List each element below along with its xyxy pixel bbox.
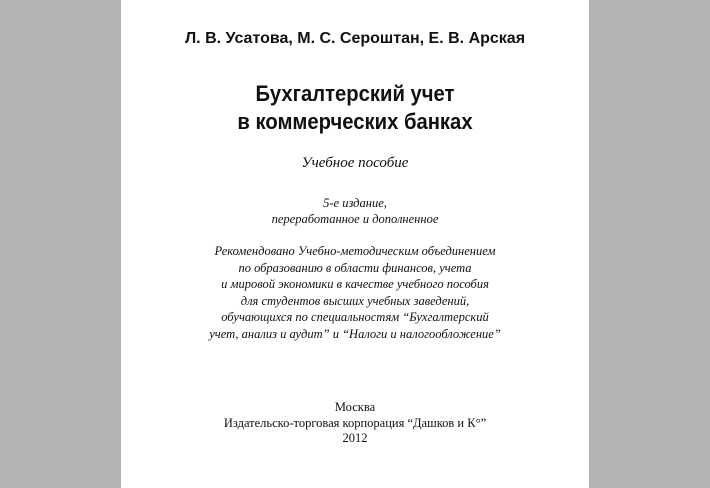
edition-line-2: переработанное и дополненное	[271, 212, 439, 226]
book-title-line-2: в коммерческих банках	[237, 109, 473, 134]
book-subtitle: Учебное пособие	[301, 155, 409, 171]
edition-line-1: 5-е издание,	[323, 196, 387, 210]
authors: Л. В. Усатова, М. С. Сероштан, Е. В. Арская	[184, 30, 526, 47]
recommendation-line: обучающихся по специальностям “Бухгалтерский	[221, 310, 489, 324]
imprint-publisher: Издательско-торговая корпорация “Дашков и К°”	[223, 415, 487, 430]
recommendation-text	[121, 243, 589, 342]
recommendation-line: Рекомендовано Учебно-методическим объединением	[214, 244, 496, 258]
recommendation-line: и мировой экономики в качестве учебного пособия	[221, 277, 489, 291]
imprint-year: 2012	[342, 431, 368, 445]
book-title	[140, 80, 571, 136]
imprint-city: Москва	[334, 400, 376, 414]
recommendation-line: для студентов высших учебных заведений,	[240, 293, 470, 308]
recommendation-line: по образованию в области финансов, учета	[238, 260, 472, 275]
recommendation-line: учет, анализ и аудит” и “Налоги и налогообложение”	[209, 326, 501, 341]
imprint	[121, 400, 589, 447]
edition-info	[121, 195, 589, 227]
title-page	[121, 0, 589, 488]
book-title-line-1: Бухгалтерский учет	[255, 81, 455, 106]
